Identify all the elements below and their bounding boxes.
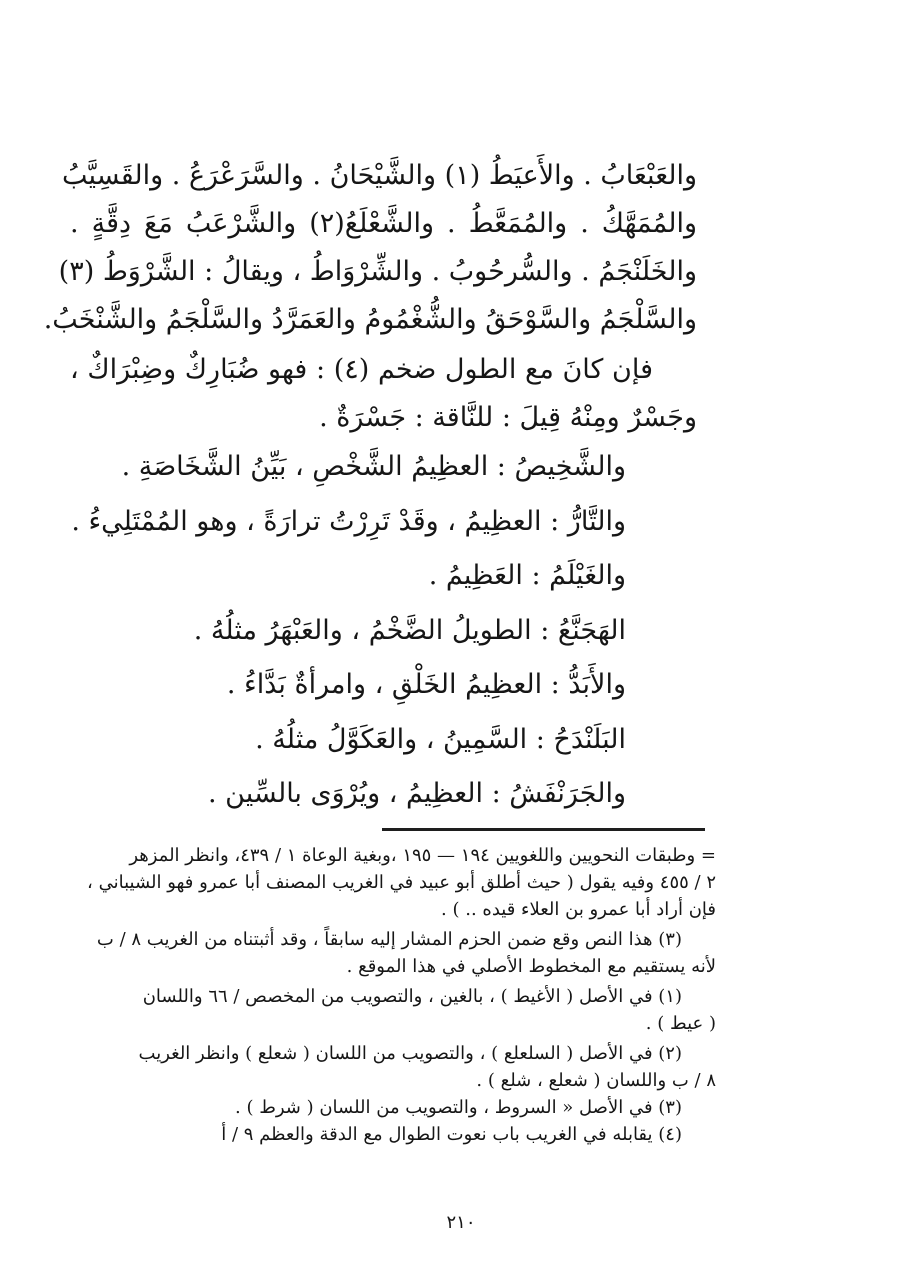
footnotes-block [64,842,716,1148]
text-line: فإن كانَ مع الطول ضخم (٤) : فهو ضُبَارِكٌ وضِبْرَاكٌ ، [70,354,654,385]
footnote-separator [382,828,705,831]
footnote-line: (٣) هذا النص وقع ضمن الحزم المشار إليه سابقاً ، وقد أثبتناه من الغريب ٨ / ب [96,929,682,950]
text-line: والعَبْعَابُ . والأَعيَطُ (١) والشَّيْحَانُ . والسَّرَعْرَعُ . والقَسِيَّبُ [62,160,697,191]
footnote-line: = وطبقات النحويين واللغويين ١٩٤ — ١٩٥ ،وبغية الوعاة ١ / ٤٣٩، وانظر المزهر [129,845,716,866]
main-text-block [43,152,697,344]
lexicon-entry: والأَبَدُّ : العظِيمُ الخَلْقِ ، وامرأةٌ بَدَّاءُ . [226,669,626,700]
text-line: والمُمَهَّكُ . والمُمَعَّطُ . والشَّعْلَعُ(٢) والشَّرْعَبُ مَعَ دِقَّةٍ . [70,208,697,239]
text-line: وجَسْرٌ ومِنْهُ قِيلَ : للنَّاقة : جَسْرَةٌ . [319,402,697,433]
lexicon-entries [71,440,672,822]
footnote-line: (٣) في الأصل « السروط ، والتصويب من اللسان ( شرط ) . [235,1097,682,1118]
footnote-line: لأنه يستقيم مع المخطوط الأصلي في هذا الموقع . [346,956,716,977]
lexicon-entry: البَلَنْدَحُ : السَّمِينُ ، والعَكَوَّلُ مثلُهُ . [255,723,626,755]
lexicon-entry: والجَرَنْفَشُ : العظِيمُ ، ويُرْوَى بالسِّين . [208,778,626,809]
footnote-line: ٢ / ٤٥٥ وفيه يقول ( حيث أطلق أبو عبيد في الغريب المصنف أبا عمرو فهو الشيباني ، [87,872,716,893]
lexicon-entry: والتَّارُّ : العظِيمُ ، وقَدْ تَرِرْتُ ترارَةً ، وهو المُمْتَلِيءُ . [71,505,626,537]
text-line: والخَلَنْجَمُ . والسُّرحُوبُ . والشِّرْوَاطُ ، ويقالُ : الشَّرْوَطُ (٣) [58,256,697,287]
lexicon-entry: الهَجَنَّعُ : الطويلُ الضَّخْمُ ، والعَبْهَرُ مثلُهُ . [193,614,626,646]
footnote-line: فإن أراد أبا عمرو بن العلاء قيده .. ) . [441,899,716,920]
footnote-line: ( عيط ) . [645,1013,716,1034]
footnote-line: (٢) في الأصل ( السلعلع ) ، والتصويب من اللسان ( شعلع ) وانظر الغريب [138,1043,682,1064]
page-number: ٢١٠ [446,1212,476,1233]
paragraph-large-bulky [70,346,697,442]
text-line: والسَّلْجَمُ والسَّوْحَقُ والشُّغْمُومُ والعَمَرَّدُ والسَّلْجَمُ والشَّنْخَبُ. [43,304,697,335]
lexicon-entry: والغَيْلَمُ : العَظِيمُ . [428,560,626,591]
footnote-line: (١) في الأصل ( الأغيط ) ، بالغين ، والتصويب من المخصص / ٦٦ واللسان [142,986,682,1007]
lexicon-entry: والشَّخِيصُ : العظِيمُ الشَّخْصِ ، بَيِّنُ الشَّخَاصَةِ . [121,451,626,482]
footnote-line: (٤) يقابله في الغريب باب نعوت الطوال مع الدقة والعظم ٩ / أ [221,1124,682,1145]
footnote-line: ٨ / ب واللسان ( شعلع ، شلع ) . [476,1070,716,1091]
